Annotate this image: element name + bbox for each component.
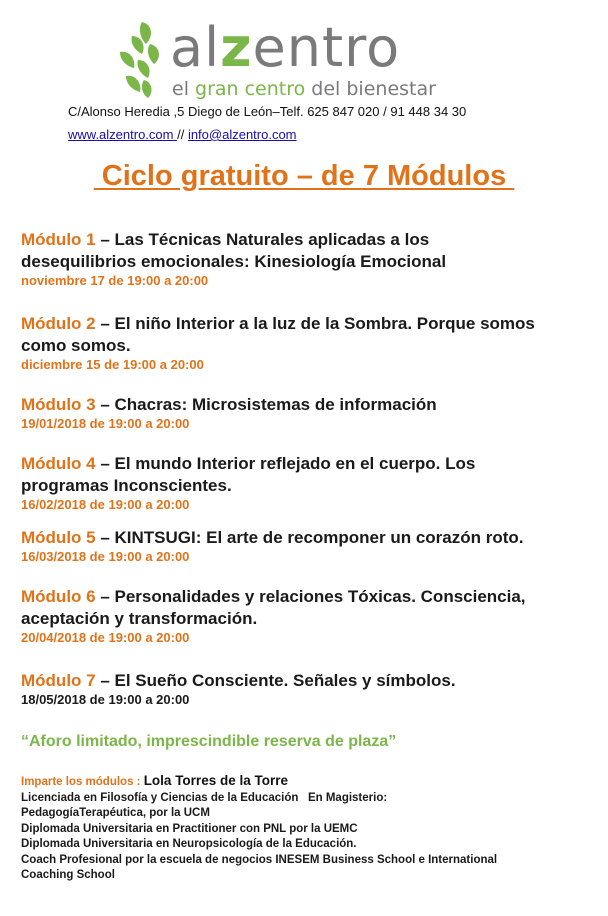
letterhead xyxy=(0,0,608,160)
credential-line: PedagogíaTerapéutica, por la UCM xyxy=(21,807,210,819)
contact-address: C/Alonso Heredia ,5 Diego de León–Telf. 625 847 020 / 91 448 34 30 xyxy=(68,104,467,119)
module-label: Módulo 4 xyxy=(21,454,96,473)
brand-tagline: el gran centro del bienestar xyxy=(172,78,436,100)
module-item xyxy=(21,527,596,565)
module-title-line2: aceptación y transformación. xyxy=(21,609,258,628)
module-label: Módulo 2 xyxy=(21,314,96,333)
module-item xyxy=(21,453,596,513)
capacity-notice: “Aforo limitado, imprescindible reserva de plaza” xyxy=(21,733,397,750)
credential-line: Coaching School xyxy=(21,869,115,881)
module-title-line1: – El Sueño Consciente. Señales y símbolos. xyxy=(95,671,456,690)
email-link[interactable]: info@alzentro.com xyxy=(187,127,297,142)
credential-line: Diplomada Universitaria en Neuropsicología de la Educación. xyxy=(21,838,357,850)
module-date: 19/01/2018 de 19:00 a 20:00 xyxy=(21,416,190,431)
link-separator: // xyxy=(177,127,188,142)
module-title-line1: – El niño Interior a la luz de la Sombra. Porque somos xyxy=(95,314,535,333)
website-link[interactable]: www.alzentro.com xyxy=(68,127,178,142)
module-label: Módulo 5 xyxy=(21,528,96,547)
module-label: Módulo 6 xyxy=(21,587,96,606)
module-date: 16/02/2018 de 19:00 a 20:00 xyxy=(21,497,190,512)
module-item xyxy=(21,313,596,373)
credential-line: Coach Profesional por la escuela de negocios INESEM Business School e International xyxy=(21,853,498,866)
module-title-line1: – El mundo Interior reflejado en el cuerpo. Los xyxy=(95,454,476,473)
module-title-line1: – Chacras: Microsistemas de información xyxy=(95,395,437,414)
instructor-name: Lola Torres de la Torre xyxy=(143,773,288,788)
module-date: 20/04/2018 de 19:00 a 20:00 xyxy=(21,630,190,645)
module-date: diciembre 15 de 19:00 a 20:00 xyxy=(21,357,204,372)
instructor-info xyxy=(21,773,596,884)
module-item xyxy=(21,229,596,289)
module-title-line2: programas Inconscientes. xyxy=(21,476,232,495)
module-date: 16/03/2018 de 19:00 a 20:00 xyxy=(21,549,190,564)
module-label: Módulo 3 xyxy=(21,395,96,414)
module-title-line1: – Personalidades y relaciones Tóxicas. Consciencia, xyxy=(95,587,526,606)
module-date: 18/05/2018 de 19:00 a 20:00 xyxy=(21,692,190,707)
module-date: noviembre 17 de 19:00 a 20:00 xyxy=(21,273,209,288)
contact-links xyxy=(68,127,297,142)
module-label: Módulo 7 xyxy=(21,671,96,690)
module-item xyxy=(21,586,596,646)
module-title-line1: – KINTSUGI: El arte de recomponer un corazón roto. xyxy=(95,528,524,547)
module-title-line2: desequilibrios emocionales: Kinesiología Emocional xyxy=(21,252,447,271)
brand-name: alzentro xyxy=(170,16,401,79)
module-item xyxy=(21,670,596,708)
alzentro-logo xyxy=(112,14,436,106)
page-title: Ciclo gratuito – de 7 Módulos xyxy=(93,160,515,192)
credential-line: Diplomada Universitaria en Practitioner con PNL por la UEMC xyxy=(21,822,358,835)
instructor-label: Imparte los módulos : xyxy=(21,776,144,788)
credential-line: Licenciada en Filosofía y Ciencias de la Educación En Magisterio: xyxy=(21,791,388,804)
module-label: Módulo 1 xyxy=(21,230,96,249)
leaf-logo-icon xyxy=(112,14,170,106)
module-title-line2: como somos. xyxy=(21,336,131,355)
module-title-line1: – Las Técnicas Naturales aplicadas a los xyxy=(95,230,430,249)
module-item xyxy=(21,394,596,432)
